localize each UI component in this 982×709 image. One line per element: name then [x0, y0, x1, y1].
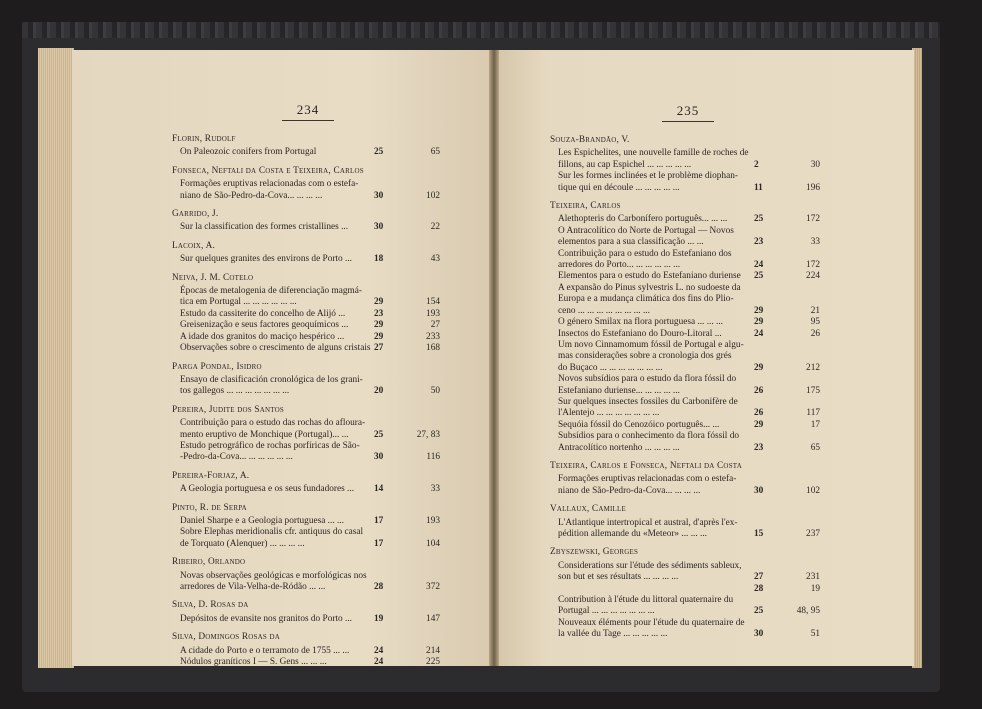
work-row — [550, 171, 820, 194]
work-page: 172 — [806, 214, 820, 225]
work-title: Contribution à l'étude du littoral quaternaire du Portugal ... ... ... ... ... ... ... — [558, 595, 734, 617]
work-row — [172, 484, 440, 495]
work-row — [172, 147, 440, 158]
work-title: Contribuição para o estudo das rochas do afloura- mento eruptivo de Monchique (Portugal)... ... — [180, 418, 366, 440]
work-page: 225 — [426, 657, 440, 668]
work-title: Subsídios para o conhecimento da flora fóssil do Antracolítico nortenho ... ... ... ... — [558, 431, 739, 453]
work-page: 147 — [426, 613, 440, 624]
work-volume: 27 — [754, 572, 764, 583]
work-volume: 29 — [754, 419, 764, 430]
work-page: 27, 83 — [416, 429, 440, 440]
work-row — [550, 618, 820, 641]
work-title: Sur la classification des formes cristallines ... — [180, 222, 349, 233]
index-entry — [172, 632, 440, 668]
work-volume: 24 — [374, 657, 384, 668]
work-volume: 18 — [374, 254, 384, 265]
work-volume: 17 — [374, 538, 384, 549]
index-entry — [172, 557, 440, 593]
work-page: 196 — [806, 182, 820, 193]
index-entry — [550, 461, 820, 497]
work-volume: 24 — [374, 645, 384, 656]
work-title: Les Espichelites, une nouvelle famille de roches de fillons, au cap Espichel ... ... ... ... ... — [558, 148, 749, 170]
work-row — [172, 646, 440, 657]
work-row — [550, 374, 820, 397]
work-row — [172, 343, 440, 354]
work-row — [550, 397, 820, 420]
work-page: 172 — [806, 260, 820, 271]
index-entry — [172, 362, 440, 398]
work-page: 48, 95 — [796, 606, 820, 617]
work-title: O género Smilax na flora portuguesa ... ... ... — [558, 317, 723, 328]
entry-author: Vallaux, Camille — [550, 504, 626, 515]
work-title: Novos subsídios para o estudo da flora fóssil do Estefaniano duriense... ... ... ... ... — [558, 374, 737, 396]
work-volume: 23 — [374, 308, 384, 319]
work-row — [550, 340, 820, 374]
work-title: A Geologia portuguesa e os seus fundadores ... — [180, 484, 355, 495]
work-page: 175 — [806, 385, 820, 396]
work-row — [172, 332, 440, 343]
work-title: Sur quelques insectes fossiles du Carbonifère de l'Alentejo ... ... ... ... ... ... ... — [558, 396, 738, 419]
entry-author: Pereira, Judite dos Santos — [172, 404, 284, 415]
entry-author: Souza-Brandão, V. — [550, 135, 630, 145]
work-page: 65 — [810, 442, 820, 453]
work-row — [172, 571, 440, 594]
entry-author: Fonseca, Neftali da Costa e Teixeira, Carlos — [172, 165, 364, 176]
work-volume: 29 — [754, 305, 764, 316]
work-row — [550, 283, 820, 317]
work-volume: 23 — [754, 442, 764, 453]
work-title: Daniel Sharpe e a Geologia portuguesa ... ... — [180, 515, 344, 526]
work-volume: 26 — [754, 408, 764, 419]
index-entry — [172, 134, 440, 159]
index-entry — [172, 471, 440, 496]
work-volume: 11 — [754, 182, 763, 193]
work-row — [172, 375, 440, 398]
work-title: Formações eruptivas relacionadas com o estefa- niano de São-Pedro-da-Cova... ... ... ... — [558, 474, 737, 496]
work-page: 65 — [430, 147, 440, 158]
left-index-entries — [172, 134, 440, 675]
work-volume: 29 — [754, 362, 764, 373]
work-row — [550, 226, 820, 249]
work-page: 102 — [806, 485, 820, 496]
work-volume: 30 — [754, 485, 764, 496]
work-volume: 25 — [374, 147, 384, 158]
work-row — [550, 249, 820, 272]
work-volume: 2 — [754, 159, 759, 170]
work-row — [172, 309, 440, 320]
entry-author: Silva, Domingos Rosas da — [172, 632, 281, 643]
entry-author: Parga Pondal, Isidro — [172, 361, 262, 372]
work-page: 212 — [806, 362, 820, 373]
work-title: Sur quelques granites des environs de Porto ... — [180, 254, 352, 265]
work-title: Elementos para o estudo do Estefaniano duriense — [558, 271, 741, 282]
work-volume: 25 — [374, 429, 384, 440]
work-title: Um novo Cinnamomum fóssil de Portugal e algu- mas considerações sobre a cronologia dos grés do Buçaco ... ... ... ... ... ... ... — [558, 339, 744, 373]
work-row — [172, 286, 440, 309]
right-page-number-rule — [662, 121, 714, 122]
work-page: 51 — [810, 629, 820, 640]
work-page: 231 — [806, 572, 820, 583]
work-page: 117 — [806, 408, 820, 419]
entry-author: Zbyszewski, Georges — [550, 547, 639, 558]
work-title: Observações sobre o crescimento de alguns cristais — [180, 343, 371, 354]
entry-author: Ribeiro, Orlando — [172, 557, 246, 568]
work-volume: 19 — [374, 613, 384, 624]
work-volume: 26 — [754, 385, 764, 396]
work-page: 154 — [426, 297, 440, 308]
right-page-number — [662, 103, 714, 122]
work-title: Greisenização e seus factores geoquímicos ... — [180, 320, 349, 331]
work-title: Insectos do Estefaniano do Douro-Litoral ... — [558, 328, 722, 339]
work-volume: 30 — [374, 452, 384, 463]
entry-author: Lacoix, A. — [172, 240, 216, 251]
index-entry — [172, 166, 440, 202]
work-row — [172, 179, 440, 202]
work-row — [550, 420, 820, 431]
entry-author: Florin, Rudolf — [172, 134, 236, 144]
work-row — [550, 317, 820, 328]
work-title: Sur les formes inclinées et le problème diophan- tique qui en découle ... ... ... ... ... — [558, 171, 738, 193]
work-row — [172, 657, 440, 668]
work-row — [172, 418, 440, 441]
work-title: Considerations sur l'étude des sédiments sableux, son but et ses résultats ... ... ... ... — [558, 560, 742, 583]
work-title: Novas observações geológicas e morfológicas nos arredores de Vila-Velha-de-Ródão ... ... — [180, 570, 367, 592]
work-page: 102 — [426, 190, 440, 201]
work-row — [550, 214, 820, 225]
work-volume: 27 — [374, 343, 384, 354]
work-page: 233 — [426, 331, 440, 342]
index-entry — [172, 241, 440, 266]
work-row — [172, 254, 440, 265]
work-page: 193 — [426, 515, 440, 526]
work-volume: 30 — [374, 190, 384, 201]
work-page: 33 — [430, 484, 440, 495]
work-title: Épocas de metalogenia de diferenciação magmá- tica em Portugal ... ... ... ... ... ... — [180, 286, 362, 308]
work-row — [550, 271, 820, 282]
index-entry — [550, 135, 820, 194]
work-volume: 29 — [374, 320, 384, 331]
work-title: Alethopteris do Carbonífero português... ... ... — [558, 214, 728, 225]
entry-author: Teixeira, Carlos — [550, 201, 621, 212]
work-row — [172, 527, 440, 550]
work-title: O Antracolítico do Norte de Portugal — Novos elementos para a sua classificação ... ... — [558, 225, 734, 248]
work-title: Ensayo de clasificación cronológica de los grani- tos gallegos ... ... ... ... ... ... ... — [180, 374, 363, 397]
work-page: 27 — [430, 320, 440, 331]
entry-author: Pereira-Forjaz, A. — [172, 470, 250, 481]
work-volume: 28 — [754, 583, 764, 594]
work-row — [550, 148, 820, 171]
work-title: Estudo petrográfico de rochas porfíricas de São- -Pedro-da-Cova... ... ... ... ... ... — [180, 440, 360, 463]
work-volume: 25 — [754, 214, 764, 225]
work-volume: 29 — [374, 297, 384, 308]
right-index-entries — [550, 135, 820, 648]
work-row — [172, 441, 440, 464]
work-page: 43 — [430, 254, 440, 265]
right-page-number-text: 235 — [676, 103, 700, 118]
work-page: 22 — [430, 222, 440, 233]
work-title: A idade dos granitos do maciço hespérico ... — [180, 331, 345, 342]
work-volume: 24 — [754, 328, 764, 339]
work-title: Estudo da cassiterite do concelho de Alijó ... — [180, 308, 346, 319]
work-title: Sequóia fóssil do Cenozóico português... ... — [558, 419, 720, 430]
work-page: 224 — [806, 271, 820, 282]
left-page-number — [282, 102, 334, 121]
entry-author: Teixeira, Carlos e Fonseca, Neftali da Costa — [550, 460, 742, 471]
work-page: 19 — [810, 583, 820, 594]
work-page: 237 — [806, 529, 820, 539]
work-page: 372 — [426, 582, 440, 592]
work-volume: 29 — [374, 331, 384, 342]
work-title: Nódulos graníticos I — S. Gens ... ... ... — [180, 657, 327, 668]
work-page: 104 — [426, 538, 440, 549]
work-volume: 29 — [754, 317, 764, 328]
work-volume: 24 — [754, 260, 764, 271]
work-page: 33 — [810, 237, 820, 248]
work-row — [550, 431, 820, 454]
entry-author: Pinto, R. de Serpa — [172, 502, 247, 513]
work-volume: 14 — [374, 484, 384, 495]
work-page: 21 — [810, 305, 820, 316]
page-edges-left — [38, 48, 74, 668]
work-volume: 17 — [374, 515, 384, 526]
work-page: 95 — [810, 317, 820, 328]
work-page: 193 — [426, 308, 440, 319]
work-page: 116 — [426, 452, 440, 463]
work-volume: 23 — [754, 237, 764, 248]
work-row — [550, 595, 820, 618]
work-volume: 15 — [754, 529, 764, 539]
work-title: A cidade do Porto e o terramoto de 1755 ... ... — [180, 645, 350, 656]
index-entry — [172, 600, 440, 625]
work-volume: 25 — [754, 606, 764, 617]
work-volume: 28 — [374, 582, 384, 592]
index-entry — [172, 503, 440, 551]
book-gutter — [489, 50, 499, 666]
work-page: 214 — [426, 645, 440, 656]
work-title: On Paleozoic conifers from Portugal — [180, 147, 317, 158]
work-row — [172, 614, 440, 625]
work-volume: 25 — [754, 271, 764, 282]
work-title: Contribuição para o estudo do Estefaniano dos arredores do Porto... ... ... ... ... ... — [558, 248, 732, 271]
work-page: 17 — [810, 419, 820, 430]
work-title: Formações eruptivas relacionadas com o estefa- niano de São-Pedro-da-Cova... ... ... ... — [180, 179, 359, 201]
work-row — [550, 561, 820, 584]
work-title: A expansão do Pinus sylvestris L. no sudoeste da Europa e a mudança climática dos fins do Plio- ceno ... ... ... ... ... ... ... ... — [558, 282, 741, 316]
work-row — [550, 329, 820, 340]
work-page: 26 — [810, 328, 820, 339]
index-entry — [550, 201, 820, 454]
work-volume: 20 — [374, 386, 384, 397]
entry-author: Neiva, J. M. Cotelo — [172, 272, 254, 283]
work-volume: 30 — [374, 222, 384, 233]
work-title: Sobre Elephas meridionalis cfr. antiquus do casal de Torquato (Alenquer) ... ... ... ... — [180, 527, 364, 549]
work-row — [550, 584, 820, 595]
index-entry — [172, 209, 440, 234]
work-page: 50 — [430, 386, 440, 397]
index-entry — [550, 504, 820, 540]
entry-author: Silva, D. Rosas da — [172, 600, 249, 611]
work-volume: 30 — [754, 629, 764, 640]
index-entry — [172, 405, 440, 464]
work-page: 168 — [426, 343, 440, 354]
entry-author: Garrido, J. — [172, 209, 219, 220]
work-row — [172, 320, 440, 331]
work-title: Nouveaux éléments pour l'étude du quaternaire de la vallée du Tage ... ... ... ... ... — [558, 617, 745, 640]
work-row — [550, 474, 820, 497]
work-row — [172, 222, 440, 233]
work-title: Depósitos de evansite nos granitos do Porto ... — [180, 613, 352, 624]
work-row — [172, 516, 440, 527]
left-page-number-rule — [282, 120, 334, 121]
work-title: L'Atlantique intertropical et austral, d'après l'ex- pédition allemande du «Meteor» ... ... ... — [558, 517, 738, 539]
work-page: 30 — [810, 159, 820, 170]
left-page-number-text: 234 — [296, 102, 320, 117]
work-row — [550, 518, 820, 541]
index-entry — [172, 273, 440, 355]
index-entry — [550, 547, 820, 640]
